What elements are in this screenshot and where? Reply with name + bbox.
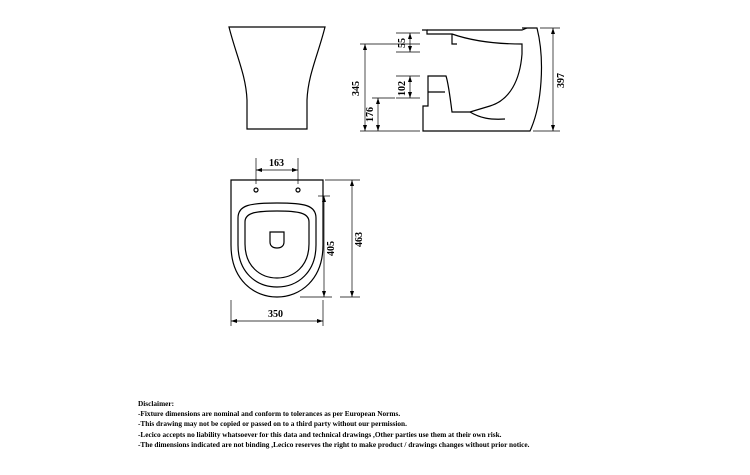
dim-side-lower: 176 <box>365 107 376 122</box>
disclaimer-line: -The dimensions indicated are not binding ,Lecico reserves the right to make product / drawings changes without prior notice. <box>138 439 530 449</box>
plan-dimension-lines <box>231 158 360 326</box>
disclaimer-line: -Fixture dimensions are nominal and conform to tolerances as per European Norms. <box>138 409 401 419</box>
plan-view <box>231 180 323 297</box>
dim-plan-outlet: 163 <box>269 158 284 169</box>
side-dimension-lines <box>360 28 560 131</box>
dim-side-inner: 345 <box>351 81 362 96</box>
dim-plan-total: 463 <box>354 232 365 247</box>
dim-plan-width: 350 <box>268 309 283 320</box>
disclaimer-line: -This drawing may not be copied or passed on to a third party without our permission. <box>138 419 407 429</box>
dim-side-mid: 102 <box>397 81 408 96</box>
disclaimer <box>138 399 738 450</box>
dim-plan-inner: 405 <box>326 241 337 256</box>
disclaimer-line: -Lecico accepts no liability whatsoever for this data and technical drawings ,Other parties use them at their own risk. <box>138 429 502 439</box>
dim-side-total: 397 <box>556 73 567 88</box>
disclaimer-heading: Disclaimer: <box>138 399 175 408</box>
front-view-outline <box>229 27 325 129</box>
dim-side-top: 55 <box>397 38 408 48</box>
side-view <box>422 28 541 131</box>
